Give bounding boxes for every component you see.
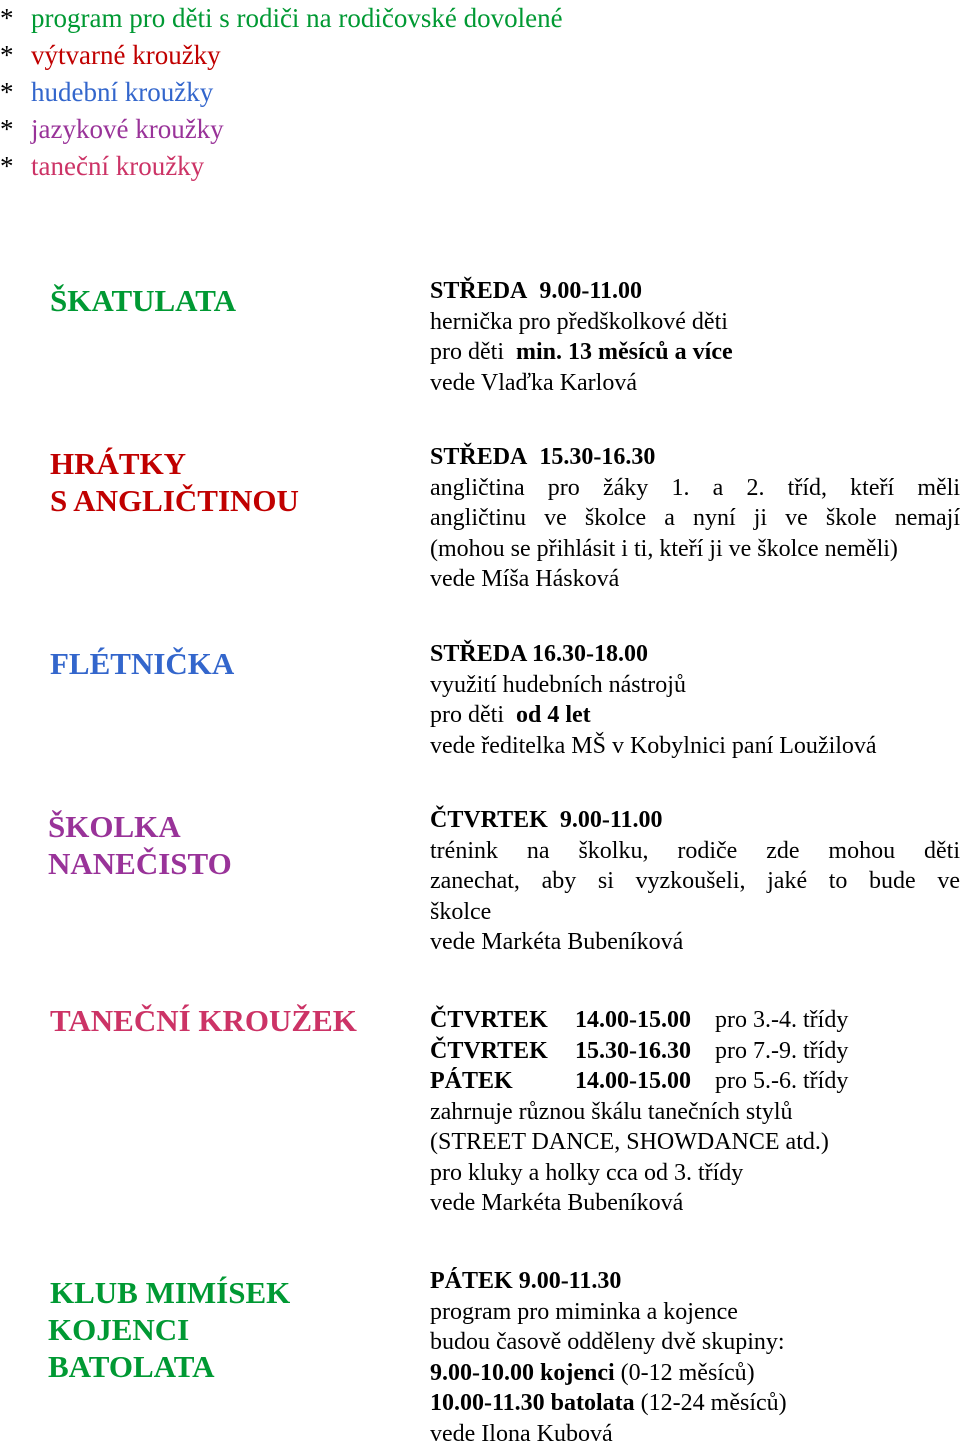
schedule-time: STŘEDA 16.30-18.00 — [430, 639, 960, 670]
hratky-details — [430, 442, 960, 595]
skolka-heading: ŠKOLKA NANEČISTO — [48, 808, 232, 882]
schedule-time: ČTVRTEK 9.00-11.00 — [430, 805, 960, 836]
description: (mohou se přihlásit i ti, kteří ji ve školce neměli) — [430, 534, 960, 565]
list-item-text: hudební kroužky — [31, 77, 213, 107]
description: zahrnuje různou škálu tanečních stylů — [430, 1097, 960, 1128]
list-item — [0, 0, 563, 37]
schedule-row: PÁTEK 14.00-15.00 pro 5.-6. třídy — [430, 1066, 960, 1097]
fletnicka-heading: FLÉTNIČKA — [50, 645, 234, 682]
klub-heading: KLUB MIMÍSEK KOJENCI BATOLATA — [50, 1274, 290, 1385]
age-info: pro děti od 4 let — [430, 700, 960, 731]
bullet-star: * — [0, 74, 31, 111]
description: pro kluky a holky cca od 3. třídy — [430, 1158, 960, 1189]
bullet-star: * — [0, 111, 31, 148]
group-kojenci: 9.00-10.00 kojenci (0-12 měsíců) — [430, 1358, 960, 1389]
description: trénink na školku, rodiče zde mohou děti — [430, 836, 960, 867]
description: budou časově odděleny dvě skupiny: — [430, 1327, 960, 1358]
description: hernička pro předškolkové děti — [430, 307, 960, 338]
tanecni-heading: TANEČNÍ KROUŽEK — [50, 1002, 357, 1039]
schedule-row: ČTVRTEK 14.00-15.00 pro 3.-4. třídy — [430, 1005, 960, 1036]
klub-details — [430, 1266, 960, 1449]
description: školce — [430, 897, 960, 928]
intro-list — [0, 0, 563, 185]
list-item — [0, 37, 563, 74]
bullet-star: * — [0, 148, 31, 185]
bullet-star: * — [0, 37, 31, 74]
skolka-details — [430, 805, 960, 958]
description: angličtina pro žáky 1. a 2. tříd, kteří měli — [430, 473, 960, 504]
list-item — [0, 74, 563, 111]
age-info: pro děti min. 13 měsíců a více — [430, 337, 960, 368]
schedule-row: ČTVRTEK 15.30-16.30 pro 7.-9. třídy — [430, 1036, 960, 1067]
leader: vede Vlaďka Karlová — [430, 368, 960, 399]
schedule-time: STŘEDA 15.30-16.30 — [430, 442, 960, 473]
description: (STREET DANCE, SHOWDANCE atd.) — [430, 1127, 960, 1158]
schedule-time: PÁTEK 9.00-11.30 — [430, 1266, 960, 1297]
description: zanechat, aby si vyzkoušeli, jaké to bude ve — [430, 866, 960, 897]
list-item — [0, 111, 563, 148]
skatulata-details — [430, 276, 960, 398]
list-item-text: taneční kroužky — [31, 151, 204, 181]
leader: vede Markéta Bubeníková — [430, 1188, 960, 1219]
leader: vede ředitelka MŠ v Kobylnici paní Loužilová — [430, 731, 960, 762]
skatulata-heading: ŠKATULATA — [50, 282, 236, 319]
list-item-text: výtvarné kroužky — [31, 40, 221, 70]
description: angličtinu ve školce a nyní ji ve škole nemají — [430, 503, 960, 534]
description: využití hudebních nástrojů — [430, 670, 960, 701]
group-batolata: 10.00-11.30 batolata (12-24 měsíců) — [430, 1388, 960, 1419]
bullet-star: * — [0, 0, 31, 37]
list-item — [0, 148, 563, 185]
fletnicka-details — [430, 639, 960, 761]
leader: vede Ilona Kubová — [430, 1419, 960, 1449]
description: program pro miminka a kojence — [430, 1297, 960, 1328]
list-item-text: jazykové kroužky — [31, 114, 224, 144]
tanecni-details — [430, 1005, 960, 1219]
leader: vede Míša Hásková — [430, 564, 960, 595]
hratky-heading: HRÁTKY S ANGLIČTINOU — [50, 445, 299, 519]
leader: vede Markéta Bubeníková — [430, 927, 960, 958]
list-item-text: program pro děti s rodiči na rodičovské dovolené — [31, 3, 563, 33]
schedule-time: STŘEDA 9.00-11.00 — [430, 276, 960, 307]
